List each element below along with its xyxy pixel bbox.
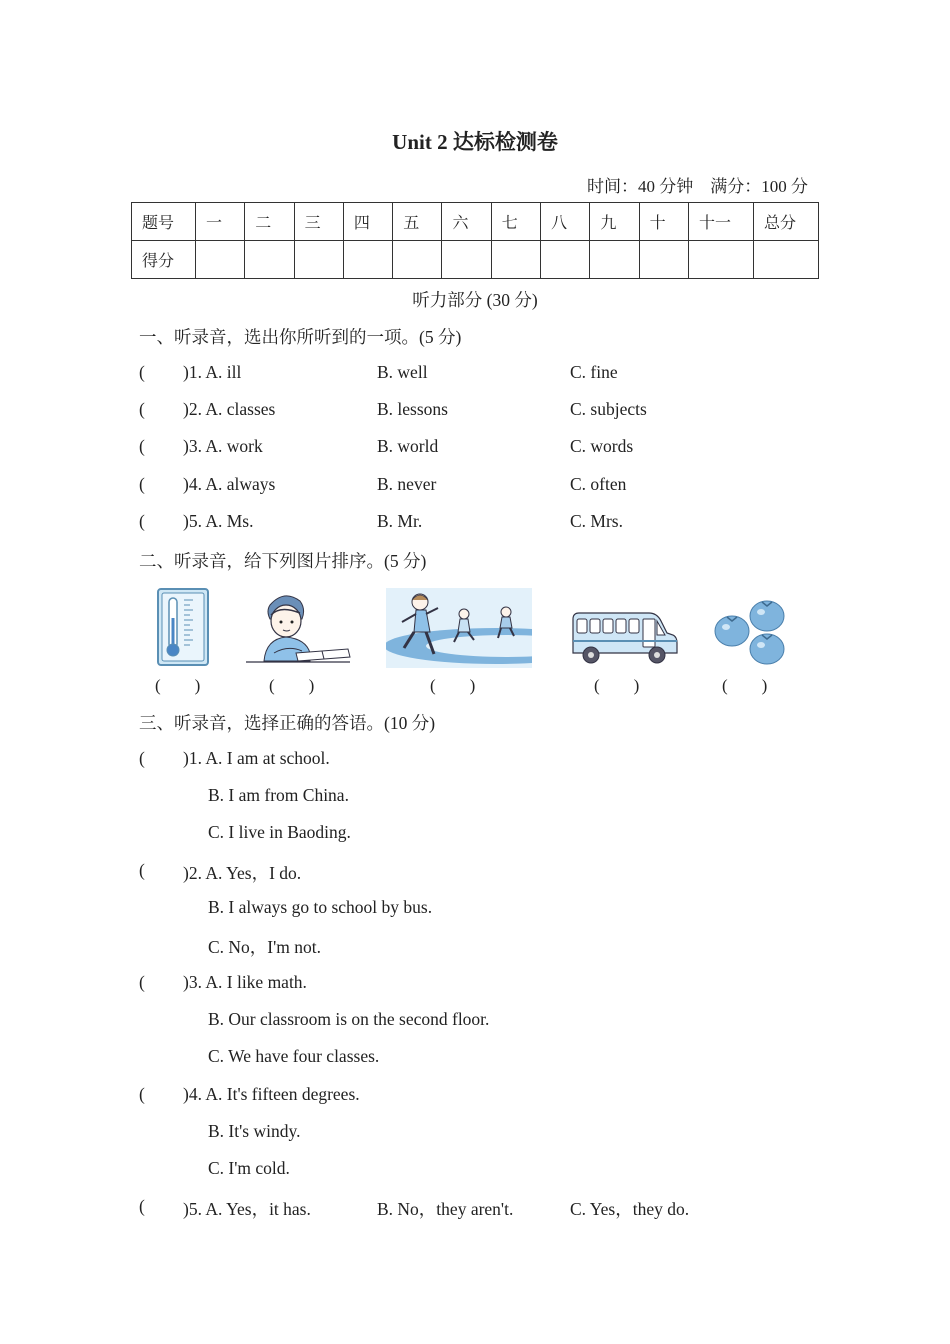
score-cell[interactable] — [196, 241, 245, 279]
boy-reading-icon — [244, 591, 352, 665]
option-b: B. never — [377, 474, 437, 494]
table-cell: 七 — [491, 203, 540, 241]
section-1-title: 一、听录音，选出你所听到的一项。(5 分) — [139, 327, 462, 347]
option-c: C. words — [570, 436, 634, 456]
picture-2-answer[interactable]: ( ) — [269, 676, 315, 695]
option-b: B. It's windy. — [208, 1121, 301, 1141]
option-c: C. I'm cold. — [208, 1158, 290, 1178]
table-cell: 六 — [442, 203, 491, 241]
answer-paren[interactable]: ( — [139, 860, 145, 880]
option-c: C. subjects — [570, 399, 647, 419]
table-cell: 得分 — [132, 241, 196, 279]
children-running-icon — [386, 588, 532, 668]
table-row — [132, 203, 819, 241]
score-cell[interactable] — [294, 241, 343, 279]
score-cell[interactable] — [491, 241, 540, 279]
table-cell: 四 — [343, 203, 392, 241]
table-cell: 八 — [541, 203, 590, 241]
option-c: C. fine — [570, 362, 618, 382]
score-cell[interactable] — [393, 241, 442, 279]
answer-paren[interactable]: ( — [139, 362, 145, 382]
option-b: B. well — [377, 362, 428, 382]
picture-3-answer[interactable]: ( ) — [430, 676, 476, 695]
option-c: C. No，I'm not. — [208, 937, 322, 957]
table-cell: 二 — [245, 203, 294, 241]
table-cell: 三 — [294, 203, 343, 241]
option-b: B. No，they aren't. — [377, 1199, 514, 1219]
option-a: )5. A. Ms. — [183, 511, 254, 531]
time-score-info: 时间：40 分钟 满分：100 分 — [587, 177, 808, 196]
score-cell[interactable] — [590, 241, 639, 279]
option-a: )4. A. It's fifteen degrees. — [183, 1084, 360, 1104]
table-cell: 五 — [393, 203, 442, 241]
answer-paren[interactable]: ( — [139, 1196, 145, 1216]
option-a: )5. A. Yes，it has. — [183, 1199, 311, 1219]
section-3-title: 三、听录音，选择正确的答语。(10 分) — [139, 713, 436, 733]
score-cell[interactable] — [245, 241, 294, 279]
score-cell[interactable] — [689, 241, 754, 279]
section-2-title: 二、听录音，给下列图片排序。(5 分) — [139, 551, 427, 571]
option-c: C. We have four classes. — [208, 1046, 380, 1066]
option-c: C. Yes，they do. — [570, 1199, 690, 1219]
answer-paren[interactable]: ( — [139, 972, 145, 992]
option-c: C. often — [570, 474, 627, 494]
score-table — [131, 202, 819, 279]
tomatoes-icon — [713, 597, 789, 667]
option-b: B. lessons — [377, 399, 448, 419]
option-b: B. I am from China. — [208, 785, 349, 805]
table-cell: 一 — [196, 203, 245, 241]
answer-paren[interactable]: ( — [139, 399, 145, 419]
option-b: B. Our classroom is on the second floor. — [208, 1009, 490, 1029]
answer-paren[interactable]: ( — [139, 1084, 145, 1104]
answer-paren[interactable]: ( — [139, 748, 145, 768]
table-cell: 九 — [590, 203, 639, 241]
table-cell: 题号 — [132, 203, 196, 241]
picture-5-answer[interactable]: ( ) — [722, 676, 768, 695]
option-a: )3. A. work — [183, 436, 263, 456]
option-c: C. I live in Baoding. — [208, 822, 351, 842]
option-a: )1. A. I am at school. — [183, 748, 330, 768]
bus-icon — [569, 611, 679, 665]
thermometer-icon — [157, 588, 209, 666]
option-b: B. I always go to school by bus. — [208, 897, 433, 917]
option-a: )3. A. I like math. — [183, 972, 307, 992]
picture-4-answer[interactable]: ( ) — [594, 676, 640, 695]
option-a: )4. A. always — [183, 474, 276, 494]
picture-1-answer[interactable]: ( ) — [155, 676, 201, 695]
option-c: C. Mrs. — [570, 511, 623, 531]
answer-paren[interactable]: ( — [139, 436, 145, 456]
score-cell[interactable] — [541, 241, 590, 279]
option-b: B. Mr. — [377, 511, 423, 531]
option-a: )2. A. classes — [183, 399, 276, 419]
table-cell: 十 — [639, 203, 688, 241]
score-cell[interactable] — [754, 241, 819, 279]
table-row — [132, 241, 819, 279]
table-cell: 总分 — [754, 203, 819, 241]
table-cell: 十一 — [689, 203, 754, 241]
option-a: )1. A. ill — [183, 362, 242, 382]
score-cell[interactable] — [343, 241, 392, 279]
listening-header: 听力部分 (30 分) — [412, 290, 538, 310]
score-cell[interactable] — [639, 241, 688, 279]
answer-paren[interactable]: ( — [139, 474, 145, 494]
score-cell[interactable] — [442, 241, 491, 279]
page-title: Unit 2 达标检测卷 — [392, 130, 558, 154]
answer-paren[interactable]: ( — [139, 511, 145, 531]
option-b: B. world — [377, 436, 439, 456]
option-a: )2. A. Yes，I do. — [183, 863, 302, 883]
